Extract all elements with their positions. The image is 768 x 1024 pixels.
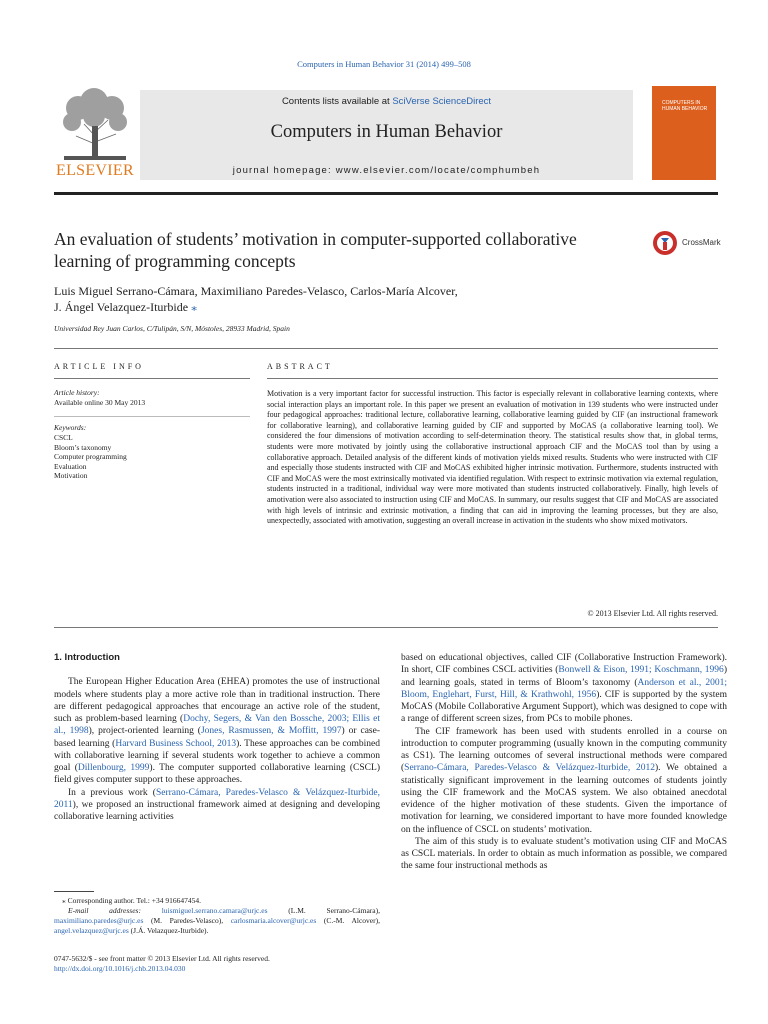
section-heading-introduction: 1. Introduction	[54, 652, 120, 663]
citation-link[interactable]: Harvard Business School, 2013	[115, 738, 237, 749]
email-owner: (C.-M. Alcover),	[323, 916, 380, 925]
text: The European Higher Education Area (EHEA) promotes the use of instructional models where students play a more active role than in traditional instruction. There are different pedagogical approaches that encourage an active role of the student, such as problem-based learning (	[54, 677, 380, 724]
paragraph: The aim of this study is to evaluate student’s motivation using CIF and MoCAS as CSCL materials. In order to obtain as much information as possible, we compared the same four instructional methods as	[401, 836, 727, 872]
text: ). We obtained a statistically significant improvement in the learning outcomes of students jointly using the CIF framework and the MoCAS system. We also obtained anecdotal evidence of the higher motivation of these students. Given the importance of motivation for learning, we considered important to have more founded knowledge on the influence of CSCL on students’ motivation.	[401, 763, 728, 835]
keyword: CSCL	[54, 433, 73, 442]
article-info-heading: ARTICLE INFO	[54, 362, 144, 371]
abstract-heading: ABSTRACT	[267, 362, 333, 371]
text: ) or case-based learning (	[54, 726, 380, 749]
crossmark-label: CrossMark	[682, 238, 721, 247]
citation-link[interactable]: Serrano-Cámara, Paredes-Velasco & Velázquez-Iturbide, 2011	[54, 787, 380, 810]
contents-prefix: Contents lists available at	[281, 96, 393, 107]
text: ) and learning goals, stated in terms of Bloom’s taxonomy (	[401, 665, 727, 688]
footnote-rule	[54, 891, 94, 892]
text: ), we proposed an instructional framework aimed at designing and developing collaborative learning activities	[54, 799, 380, 822]
cover-title: COMPUTERS IN HUMAN BEHAVIOR	[662, 100, 708, 112]
email-link[interactable]: maximiliano.paredes@urjc.es	[54, 916, 144, 925]
text: ). These approaches can be combined with collaborative learning if several students work together to achieve a common goal (	[54, 738, 381, 773]
crossmark-badge[interactable]	[652, 230, 722, 258]
article-history-label: Article history:	[54, 388, 100, 397]
citation-link[interactable]: Dochy, Segers, & Van den Bossche, 2003; Ellis et al., 1998	[54, 714, 380, 737]
text: ). CIF is supported by the system MoCAS (Mobile Collaborative Argument Support), which was designed to cope with a range of different screen sizes, from PCs to mobile phones.	[401, 689, 727, 725]
paragraph	[54, 787, 380, 824]
keyword: Bloom’s taxonomy	[54, 442, 112, 452]
left-column	[54, 652, 380, 823]
text: based on educational objectives, called CIF (Collaborative Instruction Framework). In short, CIF combines CSCL activities (	[401, 653, 727, 676]
doi-link[interactable]: http://dx.doi.org/10.1016/j.chb.2013.04.030	[54, 964, 186, 973]
corresponding-author-note	[54, 896, 380, 906]
citation-link[interactable]: Jones, Rasmussen, & Moffitt, 1997	[200, 726, 342, 737]
citation-link[interactable]: Computers in Human Behavior 31 (2014) 499–508	[297, 59, 471, 69]
text: The CIF framework has been used with students enrolled in a course on introduction to computer programming (usually known in the computing community as CS1). The learning outcomes of several instructional methods were compared (	[401, 726, 727, 774]
article-info-rule	[54, 378, 250, 379]
citation-link[interactable]: Bonwell & Eison, 1991; Koschmann, 1996	[558, 665, 724, 676]
keyword-list	[54, 433, 127, 481]
email-link[interactable]: angel.velazquez@urjc.es	[54, 926, 129, 935]
citation-link[interactable]: Dillenbourg, 1999	[77, 763, 150, 773]
email-owner: (L.M. Serrano-Cámara),	[288, 906, 380, 915]
right-column	[401, 652, 727, 873]
text: ). The computer supported collaborative learning (CSCL) field gives computer support to these approaches.	[54, 763, 380, 786]
journal-homepage[interactable]: journal homepage: www.elsevier.com/locate/comphumbeh	[232, 165, 541, 176]
email-owner: (J.Á. Velazquez-Iturbide).	[130, 926, 209, 935]
email-label: E-mail addresses:	[68, 906, 141, 915]
affiliation: Universidad Rey Juan Carlos, C/Tulipán, S/N, Móstoles, 28933 Madrid, Spain	[54, 324, 290, 333]
keyword: Computer programming	[54, 452, 127, 461]
issn-line: 0747-5632/$ - see front matter © 2013 Elsevier Ltd. All rights reserved.	[54, 954, 270, 963]
paragraph	[401, 726, 727, 836]
copyright-notice: © 2013 Elsevier Ltd. All rights reserved.	[587, 609, 718, 618]
journal-cover-thumbnail[interactable]	[652, 86, 716, 180]
crossmark-icon	[652, 230, 678, 256]
affiliation-rule	[54, 348, 718, 349]
available-online: Available online 30 May 2013	[54, 398, 146, 407]
email-addresses	[54, 906, 380, 936]
journal-citation[interactable]	[0, 59, 768, 69]
contents-line	[140, 96, 633, 107]
email-link[interactable]: carlosmaria.alcover@urjc.es	[230, 916, 317, 925]
authors-line-1: Luis Miguel Serrano-Cámara, Maximiliano Paredes-Velasco, Carlos-María Alcover,	[54, 284, 458, 298]
authors-line-2	[54, 299, 614, 315]
journal-title: Computers in Human Behavior	[270, 122, 503, 142]
corresponding-author-mark[interactable]: ⁎	[191, 300, 198, 314]
text: In a previous work (	[68, 787, 156, 798]
footnote-mark: ⁎	[62, 896, 66, 905]
email-link[interactable]: luismiguel.serrano.camara@urjc.es	[161, 906, 268, 915]
header-rule	[54, 192, 718, 195]
paragraph	[401, 652, 727, 726]
keywords-label: Keywords:	[54, 423, 87, 432]
paragraph	[54, 676, 380, 786]
citation-link[interactable]: Serrano-Cámara, Paredes-Velasco & Velázquez-Iturbide, 2012	[404, 763, 655, 774]
text: ), project-oriented learning (	[88, 726, 201, 737]
abstract-bottom-rule	[54, 627, 718, 628]
article-title: An evaluation of students’ motivation in computer-supported collaborative learning of programming concepts	[54, 229, 577, 271]
abstract-text: Motivation is a very important factor for successful instruction. This factor is especially relevant in collaborative learning contexts, where social interaction plays an important role. In this paper we present an evaluation of motivation in 139 students who were instructed under four pedagogical approaches: traditional lecture, collaborative learning, collaborative learning guided by CIF (an instructional framework for collaborative learning), and collaborative learning guided by CIF and supported by MoCAS (a collaborative learning tool). We considered the four dimensions of motivation according to self-determination theory. The statistical results show that, in global terms, students were more motivated by jointly using the collaborative instructional approach CIF and the MoCAS tool than by using a collaborative approach. Detailed analysis of the different kinds of motivation yields mixed results. Students who were instructed with CIF and especially those students instructed with CIF and MoCAS exhibited higher intrinsic motivation. Furthermore, students instructed with CIF and MoCAS were the most extrinsically motivated via identified regulation. With respect to extrinsic motivation via external regulation, students instructed in a traditional, individual way were more motivated than students instructed collaboratively. Finally, high levels of amotivation were also associated to instruction using CIF and MoCAS. In summary, our results suggest that CIF and MoCAS are associated with high levels of intrinsic and extrinsic motivation, a finding that can aid in improving the learning processes, but they are also, unexpectedly, associated with amotivation, suggesting an overall increase in activation in the students who show mixed motivators.	[267, 389, 718, 526]
author-list	[54, 283, 614, 315]
keyword: Motivation	[54, 471, 88, 480]
keyword: Evaluation	[54, 461, 87, 471]
elsevier-wordmark: ELSEVIER	[56, 162, 134, 179]
authors-line-2-text: J. Ángel Velazquez-Iturbide	[54, 300, 189, 314]
email-owner: (M. Paredes-Velasco),	[150, 916, 224, 925]
corresponding-author-text: Corresponding author. Tel.: +34 916647454.	[67, 896, 201, 905]
abstract-rule	[267, 378, 718, 379]
footnote	[54, 896, 380, 936]
citation-link[interactable]: Anderson et al., 2001; Bloom, Englehart, Furst, Hill, & Krathwohl, 1956	[401, 677, 727, 700]
sciencedirect-link[interactable]: SciVerse ScienceDirect	[392, 96, 492, 107]
article-info-divider	[54, 416, 250, 417]
